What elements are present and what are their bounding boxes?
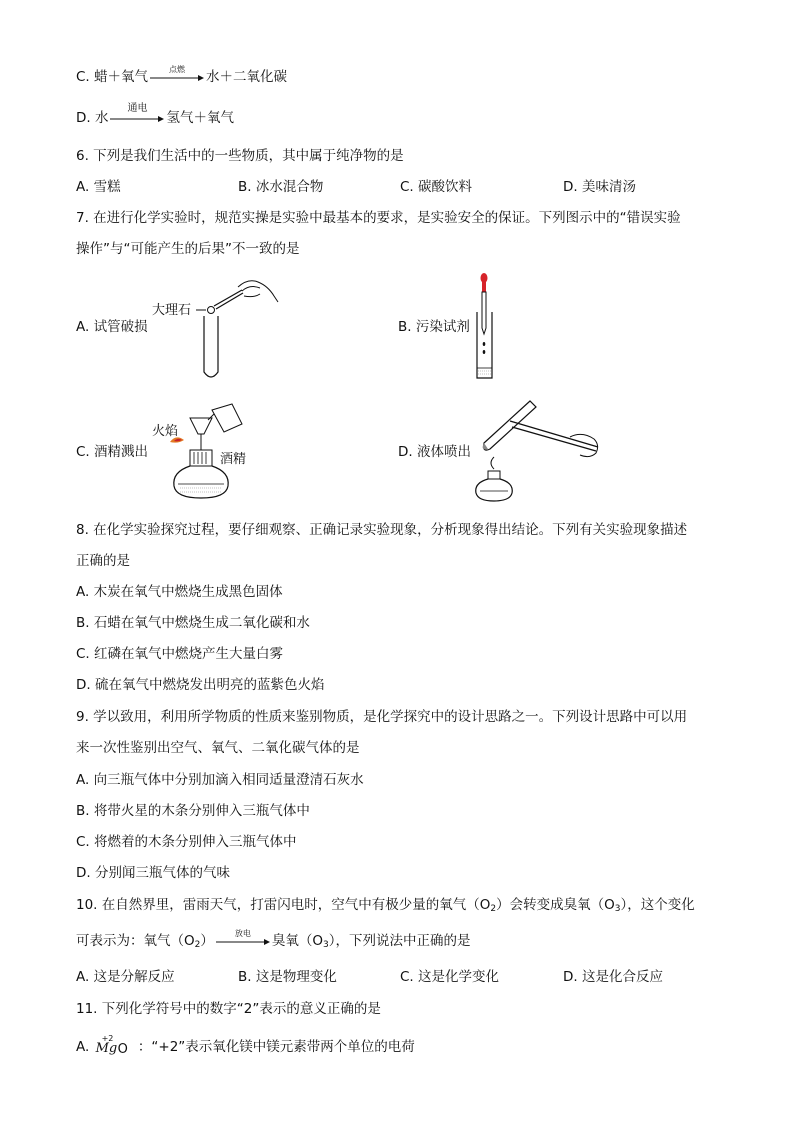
q7-option-c: C. 酒精溅出 [76, 444, 149, 460]
q10-stem-part: 10. 在自然界里，雷雨天气，打雷闪电时，空气中有极少量的氧气（O [76, 897, 491, 913]
q8-option-a: A. 木炭在氧气中燃烧生成黑色固体 [76, 584, 283, 600]
alcohol-label: 酒精 [220, 452, 247, 467]
reaction-arrow [150, 65, 204, 84]
q9-stem-line1: 9. 学以致用，利用所学物质的性质来鉴别物质，是化学探究中的设计思路之一。下列设计思路中可以用 [76, 709, 688, 725]
reaction-arrow [110, 103, 164, 125]
flame-label: 火焰 [152, 424, 179, 439]
q10-stem-part: 臭氧（O [271, 933, 324, 949]
q10-stem-part: ） [200, 933, 214, 949]
q6-option-d: D. 美味清汤 [563, 179, 636, 195]
q8-option-b: B. 石蜡在氧气中燃烧生成二氧化碳和水 [76, 615, 310, 631]
figure-d-heating-tube [470, 397, 610, 502]
q11-a-text: ：“+2”表示氧化镁中镁元素带两个单位的电荷 [137, 1039, 415, 1055]
figure-a-test-tube [150, 272, 280, 382]
q7-stem-line1: 7. 在进行化学实验时，规范实操是实验中最基本的要求，是实验安全的保证。下列图示中的“错误实验 [76, 210, 681, 226]
q10-option-d: D. 这是化合反应 [563, 969, 663, 985]
figure-b-dropper [470, 272, 500, 384]
q9-option-b: B. 将带火星的木条分别伸入三瓶气体中 [76, 803, 310, 819]
reaction-condition: 放电 [234, 929, 251, 938]
q10-option-a: A. 这是分解反应 [76, 969, 175, 985]
q6-option-a: A. 雪糕 [76, 179, 121, 195]
q5d-prefix: D. 水 [76, 110, 109, 126]
q6-options [76, 178, 726, 196]
q10-stem-part: 可表示为：氧气（O [76, 933, 195, 949]
q10-stem-part: ）会转变成臭氧（O [496, 897, 615, 913]
q5-option-c [76, 65, 288, 86]
q7-option-d: D. 液体喷出 [398, 444, 471, 460]
q10-subscript: 3 [614, 904, 621, 914]
reaction-arrow [216, 929, 270, 948]
q6-option-b: B. 冰水混合物 [238, 179, 324, 195]
q11-option-a [76, 1036, 415, 1062]
q10-stem-line2 [76, 929, 471, 950]
q7-stem-line2: 操作”与“可能产生的后果”不一致的是 [76, 241, 300, 257]
mgo-formula [94, 1036, 134, 1058]
q8-stem-line2: 正确的是 [76, 553, 130, 569]
figure-c-alcohol-lamp [150, 400, 260, 500]
q10-subscript: 3 [323, 940, 329, 950]
q8-option-c: C. 红磷在氧气中燃烧产生大量白雾 [76, 646, 284, 662]
q6-option-c: C. 碳酸饮料 [400, 179, 473, 195]
o-symbol: O [117, 1042, 128, 1057]
valence-label: +2 [101, 1034, 114, 1043]
reaction-condition: 通电 [127, 103, 148, 114]
q9-option-c: C. 将燃着的木条分别伸入三瓶气体中 [76, 834, 297, 850]
q10-stem-part: ），下列说法中正确的是 [328, 933, 471, 949]
q10-stem-line1 [76, 896, 695, 914]
q5d-suffix: 氢气＋氧气 [166, 110, 234, 126]
q10-stem-part: ），这个变化 [620, 897, 695, 913]
q11-stem: 11. 下列化学符号中的数字“2”表示的意义正确的是 [76, 1001, 381, 1017]
q9-stem-line2: 来一次性鉴别出空气、氧气、二氧化碳气体的是 [76, 740, 360, 756]
q7-option-a: A. 试管破损 [76, 319, 148, 335]
q8-option-d: D. 硫在氧气中燃烧发出明亮的蓝紫色火焰 [76, 677, 325, 693]
q5-option-d [76, 103, 234, 127]
q9-option-d: D. 分别闻三瓶气体的气味 [76, 865, 230, 881]
q10-options [76, 968, 726, 986]
mg-symbol: Mg [95, 1041, 118, 1056]
q8-stem-line1: 8. 在化学实验探究过程，要仔细观察、正确记录实验现象，分析现象得出结论。下列有关实验现象描述 [76, 522, 688, 538]
q10-subscript: 2 [490, 904, 497, 914]
q11-a-prefix: A. [76, 1039, 90, 1055]
q5c-prefix: C. 蜡＋氧气 [76, 69, 149, 85]
reaction-condition: 点燃 [169, 65, 186, 74]
q5c-suffix: 水＋二氧化碳 [206, 69, 288, 85]
q7-option-b: B. 污染试剂 [398, 319, 470, 335]
q10-option-c: C. 这是化学变化 [400, 969, 500, 985]
q9-option-a: A. 向三瓶气体中分别加滴入相同适量澄清石灰水 [76, 772, 364, 788]
marble-label: 大理石 [152, 303, 192, 318]
q10-subscript: 2 [194, 940, 201, 950]
q10-option-b: B. 这是物理变化 [238, 969, 337, 985]
q6-stem: 6. 下列是我们生活中的一些物质，其中属于纯净物的是 [76, 148, 404, 164]
